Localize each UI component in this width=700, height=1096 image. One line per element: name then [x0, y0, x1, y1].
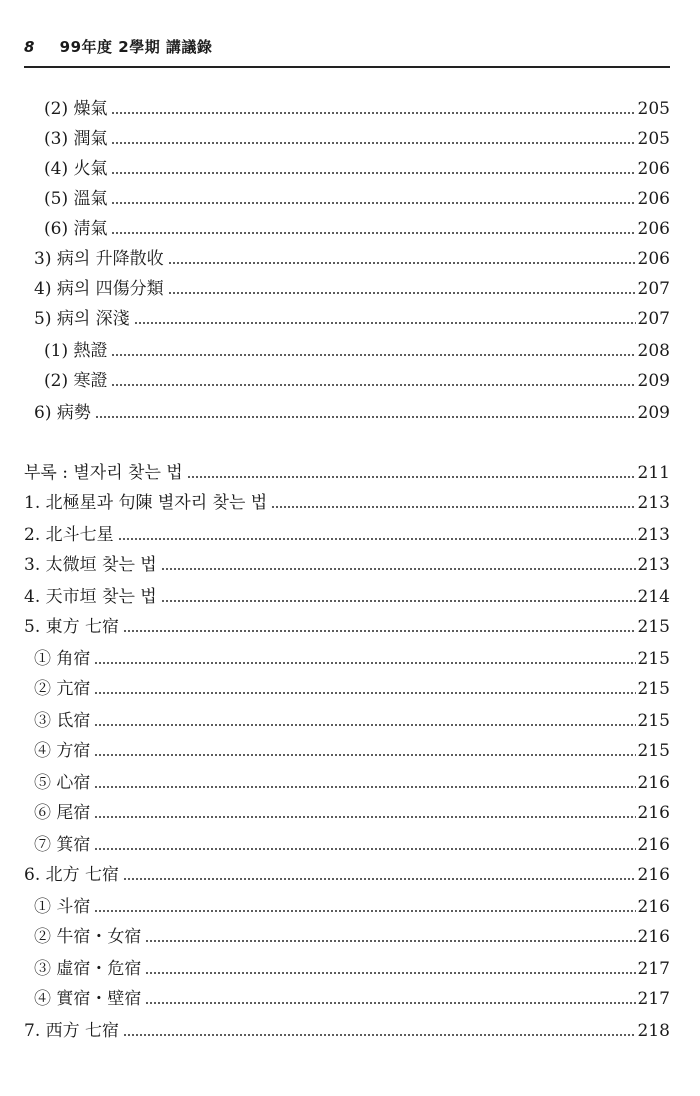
toc-entry [24, 858, 670, 886]
toc-entry-page: 209 [637, 371, 670, 391]
toc-entry-page: 209 [637, 403, 670, 423]
toc-entry [24, 580, 670, 608]
toc-entry [44, 212, 670, 240]
toc-entry-label: ④ 方宿 [34, 741, 91, 761]
toc-entry [34, 734, 670, 762]
toc-entry-label: ③ 氐宿 [34, 711, 91, 731]
dot-leader [94, 784, 635, 790]
toc-entry [44, 92, 670, 120]
toc-entry-page: 215 [637, 741, 670, 761]
dot-leader [145, 970, 635, 976]
toc-entry [34, 982, 670, 1010]
toc-entry [34, 396, 670, 424]
toc-entry [44, 334, 670, 362]
toc-entry [34, 642, 670, 670]
dot-leader [94, 690, 635, 696]
toc-entry [44, 122, 670, 150]
toc-entry-label: (2) 寒證 [44, 371, 108, 391]
toc-entry-label: 7. 西方 七宿 [24, 1021, 120, 1041]
toc-entry-label: ⑦ 箕宿 [34, 835, 91, 855]
toc-entry [44, 152, 670, 180]
toc-entry [34, 672, 670, 700]
toc-entry-label: 3) 病의 升降散收 [34, 249, 164, 269]
toc-entry [34, 302, 670, 330]
toc-entry-page: 211 [637, 463, 670, 483]
toc-entry [24, 486, 670, 514]
toc-entry-page: 206 [637, 219, 670, 239]
toc-entry [24, 456, 670, 484]
toc-entry [24, 518, 670, 546]
toc-entry-page: 205 [637, 99, 670, 119]
dot-leader [94, 814, 635, 820]
dot-leader [187, 474, 636, 480]
toc-entry-page: 216 [637, 835, 670, 855]
toc-entry-label: 6. 北方 七宿 [24, 865, 120, 885]
dot-leader [111, 170, 635, 176]
toc-entry-label: (3) 潤氣 [44, 129, 108, 149]
toc-entry-label: (1) 熱證 [44, 341, 108, 361]
toc-entry [34, 920, 670, 948]
toc-entry-page: 207 [637, 279, 670, 299]
toc-entry-label: ① 斗宿 [34, 897, 91, 917]
toc-entry [34, 766, 670, 794]
toc-entry [44, 364, 670, 392]
toc-entry [34, 796, 670, 824]
dot-leader [111, 382, 635, 388]
toc-entry-page: 205 [637, 129, 670, 149]
toc-entry-page: 215 [637, 711, 670, 731]
dot-leader [271, 504, 635, 510]
toc-entry-page: 206 [637, 189, 670, 209]
dot-leader [94, 846, 635, 852]
toc-entry-page: 213 [637, 555, 670, 575]
toc-entry-page: 206 [637, 159, 670, 179]
toc-entry-label: 부록 : 별자리 찾는 법 [24, 463, 183, 483]
toc-entry-label: (5) 溫氣 [44, 189, 108, 209]
toc-entry-label: ② 亢宿 [34, 679, 91, 699]
toc-entry-page: 208 [637, 341, 670, 361]
toc-entry-page: 217 [637, 989, 670, 1009]
toc-entry [34, 952, 670, 980]
toc-entry-label: ③ 虛宿・危宿 [34, 959, 142, 979]
dot-leader [118, 536, 636, 542]
toc-entry-label: 5. 東方 七宿 [24, 617, 120, 637]
toc-entry-label: ④ 實宿・壁宿 [34, 989, 142, 1009]
toc-entry-label: 1. 北極星과 句陳 별자리 찾는 법 [24, 493, 268, 513]
toc-entry-label: ⑤ 心宿 [34, 773, 91, 793]
dot-leader [111, 200, 635, 206]
toc-entry [24, 548, 670, 576]
toc-entry-page: 216 [637, 865, 670, 885]
toc-entry-page: 216 [637, 927, 670, 947]
toc-entry-label: ① 角宿 [34, 649, 91, 669]
toc-entry [34, 272, 670, 300]
dot-leader [94, 908, 635, 914]
toc-entry-label: (6) 淸氣 [44, 219, 108, 239]
toc-entry [34, 890, 670, 918]
toc-entry [24, 610, 670, 638]
toc-entry-label: 4) 病의 四傷分類 [34, 279, 164, 299]
toc-entry-label: 2. 北斗七星 [24, 525, 114, 545]
dot-leader [111, 352, 635, 358]
toc-entry-page: 206 [637, 249, 670, 269]
toc-entry [34, 704, 670, 732]
toc-entry [24, 1014, 670, 1042]
toc-entry-page: 216 [637, 803, 670, 823]
dot-leader [111, 230, 635, 236]
dot-leader [94, 722, 635, 728]
toc-entry-label: ⑥ 尾宿 [34, 803, 91, 823]
dot-leader [94, 752, 635, 758]
toc-entry-label: ② 牛宿・女宿 [34, 927, 142, 947]
toc-entry-page: 215 [637, 617, 670, 637]
dot-leader [111, 140, 635, 146]
toc-entry-page: 215 [637, 679, 670, 699]
toc-entry-page: 213 [637, 493, 670, 513]
dot-leader [123, 628, 636, 634]
dot-leader [168, 260, 636, 266]
dot-leader [111, 110, 635, 116]
dot-leader [94, 660, 635, 666]
dot-leader [168, 290, 636, 296]
dot-leader [95, 414, 636, 420]
toc-entry-page: 213 [637, 525, 670, 545]
toc-entry-label: (2) 燥氣 [44, 99, 108, 119]
toc-entry-page: 214 [637, 587, 670, 607]
dot-leader [145, 1000, 635, 1006]
toc-entry [44, 182, 670, 210]
toc-entry-label: 6) 病勢 [34, 403, 91, 423]
dot-leader [161, 598, 636, 604]
toc-entry [34, 242, 670, 270]
toc-entry-page: 215 [637, 649, 670, 669]
toc-entry-page: 216 [637, 773, 670, 793]
toc-entry-label: 3. 太微垣 찾는 법 [24, 555, 157, 575]
toc-entry-label: (4) 火氣 [44, 159, 108, 179]
header-page-number: 8 [24, 38, 35, 56]
toc-entry [34, 828, 670, 856]
toc-entry-page: 217 [637, 959, 670, 979]
dot-leader [123, 876, 636, 882]
dot-leader [123, 1032, 636, 1038]
header-title: 99年度 2學期 講議錄 [59, 38, 213, 56]
dot-leader [134, 320, 636, 326]
toc-entry-page: 207 [637, 309, 670, 329]
toc-entry-page: 216 [637, 897, 670, 917]
toc-entry-page: 218 [637, 1021, 670, 1041]
toc-entry-label: 4. 天市垣 찾는 법 [24, 587, 157, 607]
dot-leader [161, 566, 636, 572]
toc-entry-label: 5) 病의 深淺 [34, 309, 130, 329]
dot-leader [145, 938, 635, 944]
